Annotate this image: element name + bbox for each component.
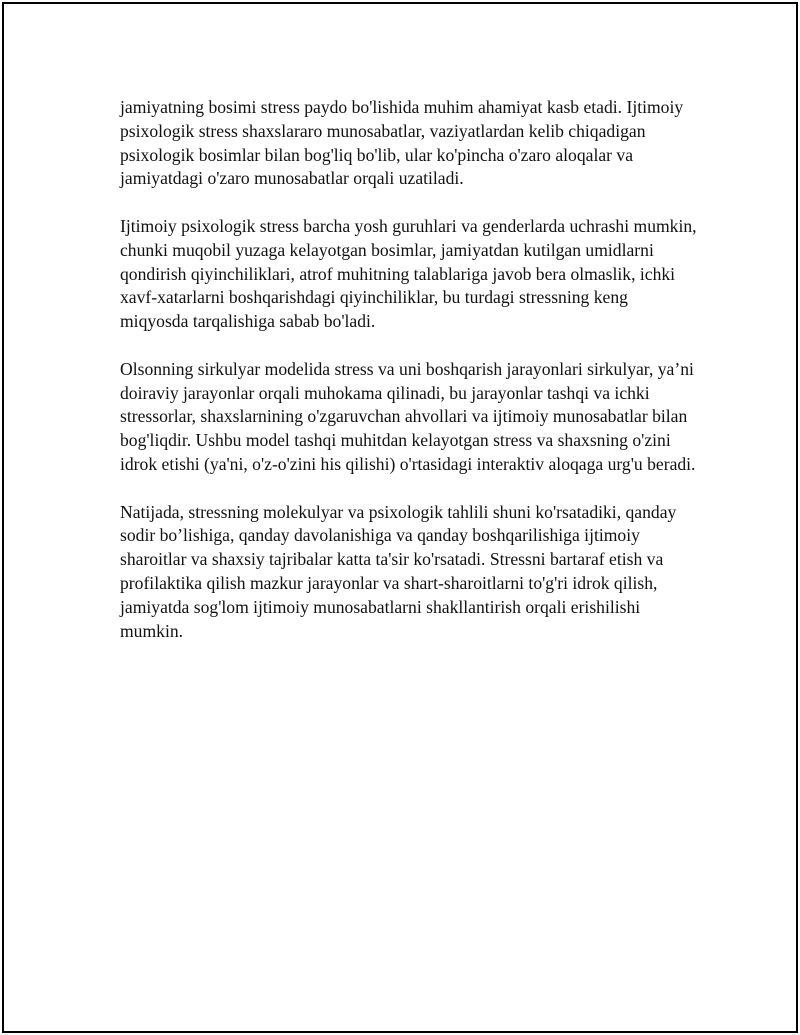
document-body — [120, 96, 700, 667]
paragraph-3: Olsonning sirkulyar modelida stress va uni boshqarish jarayonlari sirkulyar, ya’ni doiraviy jarayonlar orqali muhokama qilinadi, bu jarayonlar tashqi va ichki stressorlar, shaxslarnining o'zgaruvchan ahvollari va ijtimoiy munosabatlar bilan bog'liqdir. Ushbu model tashqi muhitdan kelayotgan stress va shaxsning o'zini idrok etishi (ya'ni, o'z-o'zini his qilishi) o'rtasidagi interaktiv aloqaga urg'u beradi. — [120, 358, 696, 474]
document-page — [2, 2, 798, 1033]
paragraph-4: Natijada, stressning molekulyar va psixologik tahlili shuni ko'rsatadiki, qanday sodir bo’lishiga, qanday davolanishiga va qanday boshqarilishiga ijtimoiy sharoitlar va shaxsiy tajribalar katta ta'sir ko'rsatadi. Stressni bartaraf etish va profilaktika qilish mazkur jarayonlar va shart-sharoitlarni to'g'ri idrok qilish, jamiyatda sog'lom ijtimoiy munosabatlarni shakllantirish orqali erishilishi mumkin. — [120, 501, 677, 641]
paragraph-2: Ijtimoiy psixologik stress barcha yosh guruhlari va genderlarda uchrashi mumkin, chunki muqobil yuzaga kelayotgan bosimlar, jamiyatdan kutilgan umidlarni qondirish qiyinchiliklari, atrof muhitning talablariga javob bera olmaslik, ichki xavf-xatarlarni boshqarishdagi qiyinchiliklar, bu turdagi stressning keng miqyosda tarqalishiga sabab bo'ladi. — [120, 215, 697, 332]
paragraph-1: jamiyatning bosimi stress paydo bo'lishida muhim ahamiyat kasb etadi. Ijtimoiy psixologik stress shaxslararo munosabatlar, vaziyatlardan kelib chiqadigan psixologik bosimlar bilan bog'liq bo'lib, ular ko'pincha o'zaro aloqalar va jamiyatdagi o'zaro munosabatlar orqali uzatiladi. — [120, 97, 684, 189]
